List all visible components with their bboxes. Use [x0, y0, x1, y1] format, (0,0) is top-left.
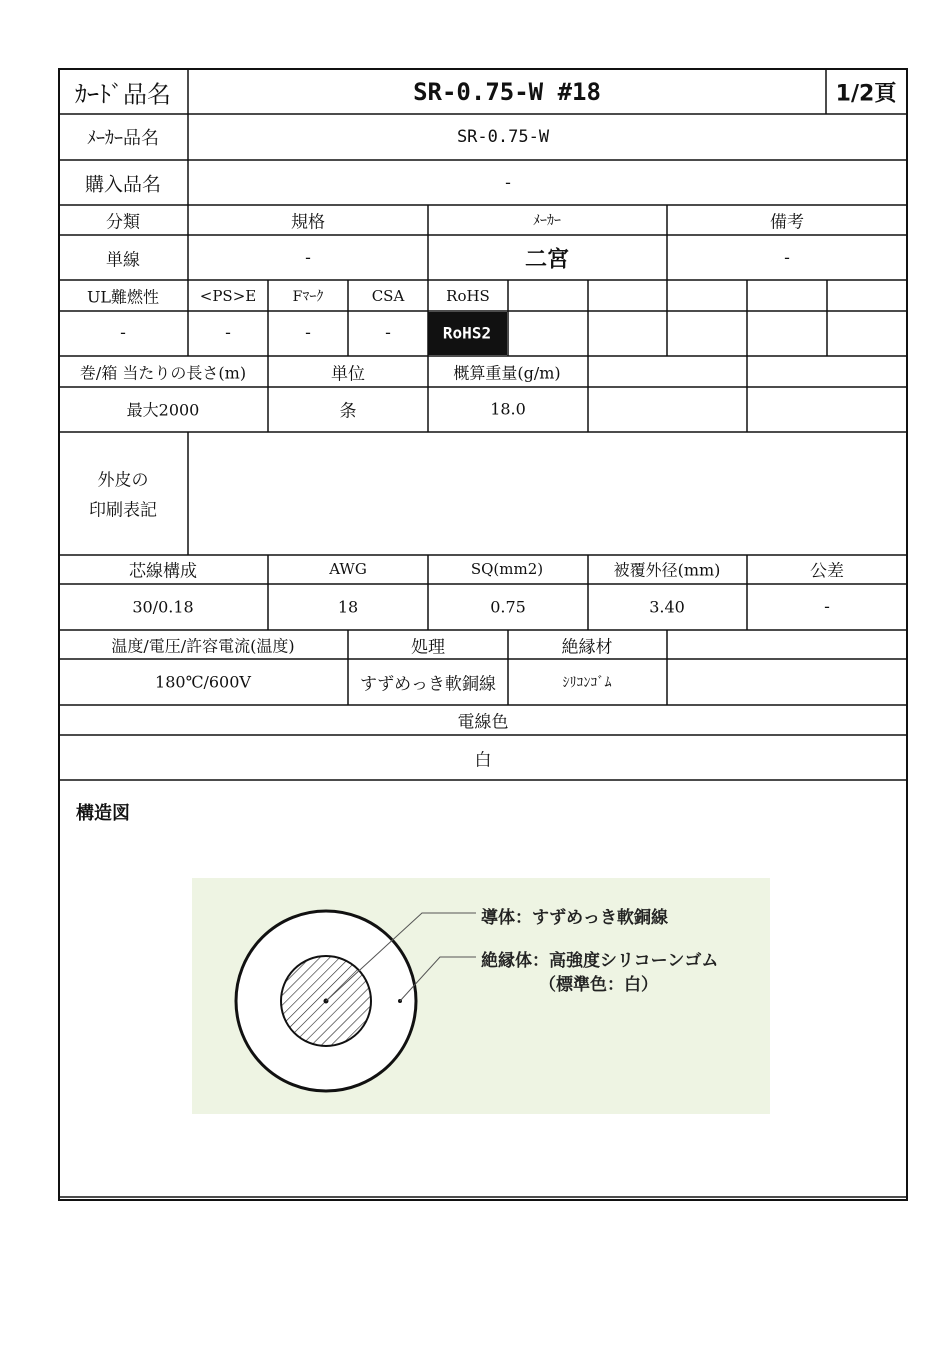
treatment-header: 処理	[411, 637, 445, 658]
insulation-annotation: 絶縁体：高強度シリコーンゴム	[481, 951, 719, 971]
maker-header: ﾒｰｶｰ	[533, 213, 561, 229]
csa-value: -	[385, 323, 391, 343]
unit-header: 単位	[331, 364, 365, 385]
maker-name-value: SR-0.75-W	[456, 127, 550, 147]
wire-color-value: 白	[474, 750, 492, 771]
rating-header: 温度/電圧/許容電流(温度)	[111, 636, 295, 656]
conductor-annotation: 導体：すずめっき軟銅線	[481, 908, 668, 928]
sq-value: 0.75	[490, 597, 526, 617]
card-name-label: ｶｰﾄﾞ品名	[75, 80, 171, 109]
rohs-header: RoHS	[446, 287, 490, 305]
maker-value: 二宮	[524, 247, 570, 273]
ul-header: UL難燃性	[86, 287, 160, 307]
awg-header: AWG	[329, 560, 367, 578]
outer-diameter-header: 被覆外径(mm)	[613, 560, 721, 580]
remarks-header: 備考	[770, 212, 804, 233]
cable-cross-section	[236, 911, 476, 1091]
purchase-name-value: -	[505, 173, 511, 193]
standard-value: -	[305, 248, 311, 268]
insulation-header: 絶縁材	[561, 637, 613, 658]
maker-name-label: ﾒｰｶｰ品名	[87, 128, 159, 149]
sq-header: SQ(mm2)	[470, 560, 544, 578]
pse-header: <PS>E	[199, 287, 257, 305]
csa-header: CSA	[371, 287, 405, 305]
unit-value: 条	[339, 401, 357, 422]
standard-header: 規格	[291, 212, 325, 233]
tolerance-value: -	[824, 597, 830, 617]
strand-header: 芯線構成	[129, 561, 197, 582]
purchase-name-label: 購入品名	[84, 173, 162, 196]
treatment-value: すずめっき軟銅線	[360, 674, 496, 695]
classification-header: 分類	[106, 212, 140, 233]
weight-value: 18.0	[490, 399, 526, 419]
tolerance-header: 公差	[810, 561, 844, 582]
length-value: 最大2000	[126, 400, 200, 420]
outer-diameter-value: 3.40	[649, 597, 685, 617]
strand-value: 30/0.18	[132, 597, 194, 617]
f-mark-header: Fﾏｰｸ	[292, 289, 324, 305]
remarks-value: -	[784, 248, 790, 268]
classification-value: 単線	[106, 250, 140, 271]
insulation-value: ｼﾘｺﾝｺﾞﾑ	[562, 675, 612, 691]
page-number: 1/2頁	[835, 81, 897, 107]
weight-header: 概算重量(g/m)	[453, 363, 561, 383]
rohs-value: RoHS2	[442, 323, 492, 343]
print-label-line1: 外皮の	[97, 470, 149, 491]
rating-value: 180℃/600V	[155, 672, 251, 692]
pse-value: -	[225, 323, 231, 343]
card-name-value: SR-0.75-W #18	[413, 78, 601, 106]
print-label-line2: 印刷表記	[89, 500, 157, 521]
f-mark-value: -	[305, 323, 311, 343]
wire-color-label: 電線色	[457, 712, 509, 733]
awg-value: 18	[337, 597, 359, 617]
diagram-title: 構造図	[76, 803, 130, 824]
length-header: 巻/箱 当たりの長さ(m)	[79, 363, 247, 383]
ul-value: -	[120, 323, 126, 343]
insulation-color-note: （標準色：白）	[539, 975, 658, 995]
